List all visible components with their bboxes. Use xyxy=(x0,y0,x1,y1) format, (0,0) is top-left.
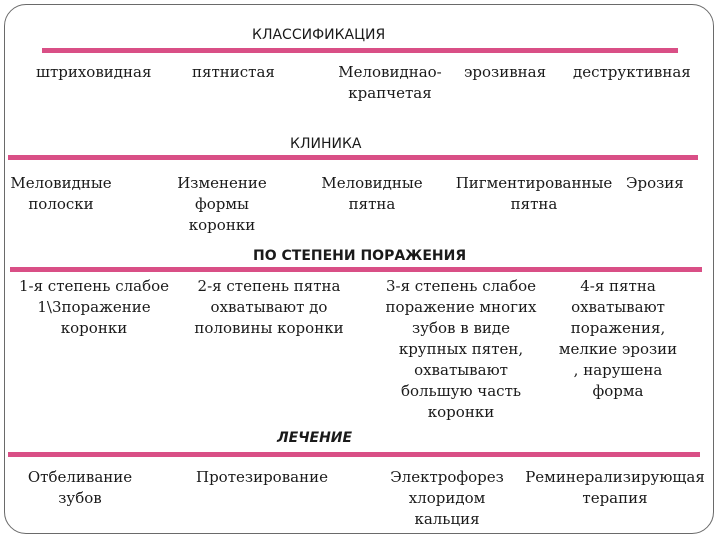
classification-item-4: эрозивная xyxy=(464,63,547,81)
clinic-item-5: Эрозия xyxy=(626,174,684,192)
classification-divider xyxy=(42,48,678,53)
classification-item-2: пятнистая xyxy=(192,63,275,81)
degree-item-2: 2-я степень пятна охватывают до половины коронки xyxy=(194,277,344,337)
degree-divider xyxy=(10,267,702,272)
treatment-title: ЛЕЧЕНИЕ xyxy=(277,430,353,446)
classification-title: КЛАССИФИКАЦИЯ xyxy=(252,27,386,43)
degree-item-1: 1-я степень слабое 1\3поражение коронки xyxy=(18,277,170,337)
treatment-divider xyxy=(8,452,700,457)
treatment-item-2: Протезирование xyxy=(196,468,328,486)
clinic-divider xyxy=(8,155,698,160)
classification-item-1: штриховидная xyxy=(36,63,152,81)
degree-title: ПО СТЕПЕНИ ПОРАЖЕНИЯ xyxy=(253,248,467,264)
treatment-item-1: Отбеливание зубов xyxy=(27,468,133,507)
classification-item-5: деструктивная xyxy=(573,63,691,81)
clinic-item-2: Изменение формы коронки xyxy=(177,174,267,234)
clinic-title: КЛИНИКА xyxy=(290,136,362,152)
degree-item-4: 4-я пятна охватывают поражения, мелкие эрозии , нарушена форма xyxy=(558,277,678,400)
clinic-item-1: Меловидные полоски xyxy=(10,174,112,213)
classification-item-3: Меловиднао- крапчетая xyxy=(338,63,442,102)
treatment-item-4: Реминерализирующая терапия xyxy=(525,468,705,507)
clinic-item-3: Меловидные пятна xyxy=(321,174,423,213)
clinic-item-4: Пигментированные пятна xyxy=(455,174,613,213)
treatment-item-3: Электрофорез хлоридом кальция xyxy=(390,468,504,528)
degree-item-3: 3-я степень слабое поражение многих зубов в виде крупных пятен, охватывают большую часть коронки xyxy=(385,277,537,421)
